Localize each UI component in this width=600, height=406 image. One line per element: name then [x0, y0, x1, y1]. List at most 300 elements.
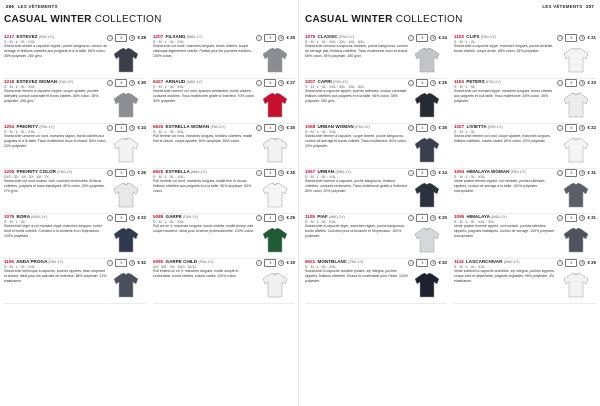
product-code: 6621	[305, 259, 316, 264]
garment-image	[260, 135, 290, 165]
product-description: Veste polaire femme zippée, col montant, poches latérales zippées, cordon de serrage à la taille. 100% polyester micropolaire.	[454, 179, 545, 193]
product-sku: (F60-1Y)	[38, 35, 54, 39]
product-title	[305, 124, 370, 129]
pack-icon: □	[258, 261, 261, 265]
euro-icon: €	[581, 216, 584, 220]
product-header	[4, 124, 146, 134]
garment-image	[412, 180, 442, 210]
product-body	[4, 134, 146, 165]
product-code: 1204	[4, 124, 15, 129]
pack-icon: □	[410, 216, 413, 220]
pack-quantity: 5	[416, 169, 428, 177]
right-column-2	[454, 34, 596, 304]
product-price: € 24	[137, 125, 146, 130]
product-entry	[454, 124, 596, 169]
product-name: ESTEVEZ WOMAN	[16, 79, 58, 84]
product-body	[153, 269, 295, 300]
sweatshirt-icon	[111, 225, 141, 255]
product-title	[153, 124, 226, 129]
product-body	[454, 44, 596, 75]
pack-icon: □	[410, 81, 413, 85]
product-description: Veste softshell à capuche amovible, zip intégral, poches zippées, coupe-vent et déperlante, poignets réglables. 96% polyester, 4% élasthanne.	[454, 269, 555, 283]
product-sizes: S · M · L · XL · XXL	[4, 129, 36, 134]
euro-icon: €	[432, 261, 435, 265]
product-sizes: S · M · L · XL · XXL · 3XL · 4XL · 5XL	[305, 39, 365, 44]
product-badges	[107, 124, 146, 132]
right-page-folio	[542, 4, 596, 9]
product-badges	[557, 79, 596, 87]
product-title	[4, 259, 63, 264]
product-price: € 27	[286, 80, 295, 85]
product-badges	[557, 34, 596, 42]
product-sku: (M60-1Y)	[491, 215, 507, 219]
product-price: € 26	[137, 170, 146, 175]
pack-quantity: 5	[565, 34, 577, 42]
euro-icon: €	[131, 171, 134, 175]
pack-icon: □	[258, 36, 261, 40]
product-title	[305, 79, 348, 84]
product-title	[454, 79, 501, 84]
euro-icon: €	[280, 261, 283, 265]
euro-icon: €	[432, 216, 435, 220]
product-name: GARPE	[165, 214, 182, 219]
product-name: PETERS	[466, 79, 485, 84]
product-title	[305, 259, 363, 264]
product-sku: (F60-1Y)	[48, 260, 64, 264]
product-price: € 25	[286, 35, 295, 40]
pack-quantity: 5	[565, 79, 577, 87]
product-price: € 28	[137, 35, 146, 40]
product-header	[305, 124, 447, 134]
product-name: PIAF	[317, 214, 328, 219]
left-column-2	[153, 34, 295, 304]
euro-icon: €	[581, 126, 584, 130]
product-code: 6625	[153, 169, 164, 174]
product-description: Sweat-shirt unisexe à capuche doublée, poche kangourou, cordon de serrage plat, finitions côtelées. Tissu molletonné doux et chaud. 65% coton, 35% polyester, 280 g/m².	[305, 44, 409, 58]
garment-image	[561, 45, 591, 75]
product-body	[454, 134, 596, 165]
product-header	[454, 34, 596, 44]
pack-quantity: 5	[416, 259, 428, 267]
product-code: 1104	[454, 79, 464, 84]
pack-quantity: 5	[115, 124, 127, 132]
product-price: € 25	[286, 170, 295, 175]
product-sku: (F60-1Y)	[348, 260, 364, 264]
product-sizes: 2XS · 3X · 4X · 5X · 6X · 7X	[4, 174, 49, 179]
product-badges	[256, 79, 295, 87]
product-sizes: S · M · L · XL · XXL	[305, 129, 337, 134]
product-sizes: S · M · L · XL · XXL	[153, 39, 185, 44]
product-sku: (M60-1Y)	[186, 35, 203, 39]
product-sizes: S · M · L · XL · XXL	[454, 264, 486, 269]
product-entry	[4, 124, 146, 169]
product-body	[4, 224, 146, 255]
pack-quantity: 5	[416, 124, 428, 132]
product-badges	[408, 259, 447, 267]
product-entry	[153, 259, 295, 304]
product-price: € 31	[587, 170, 596, 175]
product-description: Sweat-shirt enfant à capuche zippée, poche kangourou, cordon de serrage et finitions côtelées aux poignets et à la taille. 65% coton, 35% polyester, 280 g/m².	[4, 44, 108, 58]
product-code: 1095	[454, 214, 465, 219]
product-sizes: S · M · L · XL · XXL · 3XL	[454, 219, 495, 224]
product-header	[454, 259, 596, 269]
product-code: 1116	[454, 259, 464, 264]
product-sku: (F60-1Y)	[338, 35, 354, 39]
pack-quantity: 5	[264, 259, 276, 267]
sweatshirt-icon	[260, 135, 290, 165]
euro-icon: €	[581, 171, 584, 175]
sweatshirt-icon	[561, 45, 591, 75]
product-code: 1207	[153, 34, 164, 39]
product-header	[454, 214, 596, 224]
product-name: ESTRELLA	[165, 169, 190, 174]
product-badges	[107, 34, 146, 42]
product-body	[153, 224, 295, 255]
sweatshirt-icon	[561, 225, 591, 255]
product-entry	[454, 259, 596, 304]
product-body	[305, 44, 447, 75]
product-title	[153, 169, 207, 174]
product-sku: (F60-1Y)	[183, 215, 199, 219]
product-title	[4, 79, 73, 84]
product-sizes: S · M · L · XL · XXL	[153, 129, 185, 134]
product-entry	[4, 34, 146, 79]
right-section-title	[305, 14, 463, 25]
product-badges	[107, 214, 146, 222]
pack-icon: □	[258, 171, 261, 175]
product-body	[4, 269, 146, 300]
right-column-1	[305, 34, 447, 304]
product-header	[4, 79, 146, 89]
product-price: € 19	[286, 260, 295, 265]
product-sizes: S · M · L · XL · XXL	[305, 174, 337, 179]
product-code: 1068	[305, 124, 316, 129]
product-sizes: 3/4 · 5/6 · 7/8 · 9/10 · 11/12	[153, 264, 197, 269]
product-code: 1105	[305, 214, 315, 219]
product-sku: (M60-1Y)	[335, 170, 352, 174]
product-title	[153, 34, 203, 39]
product-sizes: S · M · L · XL	[454, 84, 476, 89]
product-title	[305, 169, 351, 174]
product-title	[153, 79, 202, 84]
right-section-title-thin: COLLECTION	[395, 14, 463, 25]
product-entry	[454, 79, 596, 124]
product-entry	[305, 124, 447, 169]
product-header	[305, 169, 447, 179]
garment-image	[111, 270, 141, 300]
product-price: € 25	[286, 125, 295, 130]
product-code: 1205	[4, 169, 15, 174]
product-badges	[557, 259, 596, 267]
product-sku: (F60-1Y)	[480, 35, 496, 39]
product-sizes: S · M · L · XL · XXL	[454, 174, 486, 179]
product-sku: (M60-1Y)	[190, 170, 207, 174]
product-body	[153, 89, 295, 120]
product-name: ANDA PROGA	[16, 259, 48, 264]
sweatshirt-icon	[412, 90, 442, 120]
product-price: € 22	[587, 125, 596, 130]
product-price: € 24	[438, 170, 447, 175]
product-badges	[256, 124, 295, 132]
garment-image	[260, 180, 290, 210]
sweatshirt-icon	[111, 90, 141, 120]
product-name: ARNAUD	[165, 79, 186, 84]
product-entry	[4, 169, 146, 214]
product-price: € 29	[587, 260, 596, 265]
product-sizes: S · M · L · XL · XXL · 3XL · 4XL · 5XL	[305, 84, 365, 89]
product-body	[4, 89, 146, 120]
product-sizes: S · M · L · XL · XXL	[4, 39, 36, 44]
product-badges	[408, 124, 447, 132]
product-code: 5090	[153, 259, 164, 264]
sweatshirt-icon	[412, 270, 442, 300]
product-header	[305, 259, 447, 269]
pack-icon: □	[410, 36, 413, 40]
garment-image	[260, 225, 290, 255]
euro-icon: €	[581, 261, 584, 265]
product-name: URBAN WOMAN	[317, 124, 354, 129]
pack-quantity: 5	[416, 79, 428, 87]
product-header	[153, 214, 295, 224]
garment-image	[412, 225, 442, 255]
page-gutter	[298, 0, 299, 406]
left-page-label: LES VÊTEMENTS	[17, 4, 58, 9]
product-entry	[4, 214, 146, 259]
product-entry	[153, 169, 295, 214]
euro-icon: €	[432, 126, 435, 130]
product-description: Pull col en V, manches longues, bords côtelés, maille jersey unie, coupe moderne. Idéal pour la tenue professionnelle. 100% coton.	[153, 224, 255, 233]
sweatshirt-icon	[111, 45, 141, 75]
product-description: Sweat-shirt à capuche doublée polaire, zip intégral, poches zippées, finitions côtelées. Chaud et confortable pour l'hiver. 100% polyester.	[305, 269, 409, 283]
product-description: Pull homme col rond, manches longues, maille fine et douce, finitions côtelées aux poignets et à la taille. 50% acrylique, 50% coton.	[153, 179, 252, 193]
pack-icon: □	[559, 81, 562, 85]
product-body	[454, 89, 596, 120]
product-title	[454, 34, 496, 39]
product-badges	[107, 79, 146, 87]
product-header	[305, 34, 447, 44]
product-entry	[305, 34, 447, 79]
garment-image	[561, 90, 591, 120]
product-price: € 32	[137, 260, 146, 265]
product-name: HIMALAYA WOMAN	[466, 169, 510, 174]
product-header	[4, 259, 146, 269]
product-title	[4, 169, 72, 174]
sweatshirt-icon	[561, 90, 591, 120]
euro-icon: €	[131, 81, 134, 85]
product-code: 6626	[153, 124, 164, 129]
product-name: PRIORITY	[16, 124, 39, 129]
product-badges	[408, 34, 447, 42]
product-description: Sweat-shirt léger à col montant zippé, manches longues, ourlet droit et bords côtelés. Convient à la broderie et à l'impression. 100% polyester.	[4, 224, 102, 238]
product-body	[454, 179, 596, 210]
garment-image	[111, 45, 141, 75]
product-header	[305, 214, 447, 224]
product-name: FILSAND	[165, 34, 186, 39]
product-name: BORA	[16, 214, 30, 219]
product-price: € 25	[438, 80, 447, 85]
product-sku: (M60-1Y)	[186, 80, 203, 84]
product-body	[305, 269, 447, 300]
pack-quantity: 5	[115, 214, 127, 222]
product-name: CAPRI	[317, 79, 332, 84]
product-price: € 21	[587, 35, 596, 40]
product-name: URBAN	[317, 169, 335, 174]
product-badges	[557, 169, 596, 177]
product-name: CLIFS	[466, 34, 480, 39]
sweatshirt-icon	[561, 180, 591, 210]
product-sku: (F60-1Y)	[487, 125, 503, 129]
product-sku: (M60-1Y)	[329, 215, 345, 219]
product-title	[153, 214, 198, 219]
sweatshirt-icon	[111, 180, 141, 210]
pack-quantity: 5	[416, 214, 428, 222]
product-code: 5089	[153, 214, 164, 219]
product-sku: (F60-1Y)	[210, 125, 226, 129]
product-price: € 33	[438, 260, 447, 265]
euro-icon: €	[131, 261, 134, 265]
product-sku: (M60-1Y)	[503, 260, 520, 264]
product-header	[4, 169, 146, 179]
pack-quantity: 5	[115, 34, 127, 42]
sweatshirt-icon	[111, 270, 141, 300]
product-description: Sweat-shirt à capuche léger, manches raglan, poche kangourou, bords côtelés. Convient pour la broderie et l'impression. 100% polyester.	[305, 224, 406, 238]
product-sizes: S · M · L · XL	[4, 219, 26, 224]
euro-icon: €	[280, 171, 283, 175]
product-code: 1106	[4, 259, 14, 264]
product-body	[305, 134, 447, 165]
left-section-title-thin: COLLECTION	[94, 14, 162, 25]
pack-icon: □	[258, 216, 261, 220]
euro-icon: €	[432, 81, 435, 85]
garment-image	[412, 270, 442, 300]
left-column-1	[4, 34, 146, 304]
euro-icon: €	[280, 81, 283, 85]
sweatshirt-icon	[412, 225, 442, 255]
product-body	[153, 44, 295, 75]
product-name: ESTRELLA WOMAN	[165, 124, 210, 129]
sweatshirt-icon	[260, 45, 290, 75]
product-badges	[256, 34, 295, 42]
product-badges	[256, 169, 295, 177]
garment-image	[561, 270, 591, 300]
pack-icon: □	[410, 171, 413, 175]
product-body	[454, 269, 596, 300]
sweatshirt-icon	[111, 135, 141, 165]
product-entry	[153, 124, 295, 169]
product-sizes: S · M · L · XL · XXL	[305, 264, 337, 269]
garment-image	[111, 135, 141, 165]
product-entry	[305, 259, 447, 304]
garment-image	[561, 180, 591, 210]
left-section-title-bold: CASUAL WINTER	[4, 14, 92, 25]
product-description: Veste polaire homme zippée, col montant, poches latérales zippées, poignets élastiques, cordon de serrage. 100% polyester micropolaire.	[454, 224, 555, 238]
product-description: Sweat-shirt col roulé, manches longues, bords côtelés, coupe classique légèrement cintrée. Parfait pour les journées fraîches. 100% coton.	[153, 44, 252, 58]
pack-icon: □	[109, 171, 112, 175]
product-body	[153, 179, 295, 210]
product-badges	[408, 79, 447, 87]
product-price: € 30	[137, 80, 146, 85]
sweatshirt-icon	[260, 270, 290, 300]
product-entry	[153, 214, 295, 259]
right-section-title-bold: CASUAL WINTER	[305, 14, 393, 25]
product-sku: (M60-1Y)	[31, 215, 47, 219]
product-sku: (F60-1Y)	[198, 260, 214, 264]
garment-image	[111, 225, 141, 255]
product-entry	[305, 214, 447, 259]
product-description: Sweat-shirt technique à capuche, poches zippées, tissu respirant et isolant, idéal pour les activités en extérieur. 88% polyester, 12% élasthanne.	[4, 269, 107, 283]
left-page-folio	[4, 4, 58, 9]
product-body	[454, 224, 596, 255]
product-entry	[305, 169, 447, 214]
sweatshirt-icon	[260, 180, 290, 210]
euro-icon: €	[131, 36, 134, 40]
product-badges	[557, 124, 596, 132]
product-description: Pull femme col rond, manches longues, finitions côtelées, maille fine et douce, coupe ajustée. 50% acrylique, 50% coton.	[153, 134, 253, 143]
sweatshirt-icon	[412, 135, 442, 165]
product-entry	[454, 169, 596, 214]
product-header	[153, 34, 295, 44]
pack-icon: □	[109, 216, 112, 220]
product-header	[454, 79, 596, 89]
product-badges	[107, 169, 146, 177]
euro-icon: €	[280, 216, 283, 220]
product-badges	[408, 169, 447, 177]
product-code: 1079	[305, 34, 316, 39]
product-price: € 25	[438, 125, 447, 130]
euro-icon: €	[280, 36, 283, 40]
product-title	[4, 124, 54, 129]
euro-icon: €	[581, 36, 584, 40]
pack-icon: □	[410, 126, 413, 130]
product-name: GARPE CHILD	[165, 259, 198, 264]
product-description: Sweat-shirt col montant zippé, manches longues, bords côtelés aux poignets et à la taille. Tissu molletonné. 65% coton, 35% polyester.	[454, 89, 553, 103]
product-sizes: S · M · L · XL · XXL	[4, 84, 36, 89]
garment-image	[561, 135, 591, 165]
pack-quantity: 5	[115, 79, 127, 87]
pack-quantity: 5	[565, 259, 577, 267]
product-name: CLASSIC	[317, 34, 338, 39]
pack-icon: □	[109, 81, 112, 85]
product-body	[4, 44, 146, 75]
pack-quantity: 5	[115, 259, 127, 267]
right-page-number: 207	[585, 4, 594, 9]
euro-icon: €	[432, 36, 435, 40]
product-header	[153, 259, 295, 269]
product-header	[153, 169, 295, 179]
product-name: LASCARCHIVAR	[466, 259, 503, 264]
product-badges	[256, 259, 295, 267]
product-header	[153, 124, 295, 134]
pack-icon: □	[559, 261, 562, 265]
product-sku: (F60-1Y)	[355, 125, 371, 129]
product-price: € 23	[587, 80, 596, 85]
sweatshirt-icon	[412, 180, 442, 210]
pack-quantity: 5	[264, 169, 276, 177]
pack-icon: □	[109, 36, 112, 40]
product-description: Sweat-shirt à capuche zippé, manches longues, poche ventrale, bords côtelés, coupe droite. 65% coton, 35% polyester.	[454, 44, 554, 53]
garment-image	[111, 90, 141, 120]
product-description: Sweat-shirt unisexe col rond, manches raglan, bords côtelés aux poignets et à la taille. Tissu molletonné doux et chaud. 80% coton, 20% polyester.	[4, 134, 107, 148]
product-price: € 31	[587, 215, 596, 220]
left-section-title	[4, 14, 162, 25]
product-price: € 22	[137, 215, 146, 220]
garment-image	[260, 90, 290, 120]
product-code: 1027	[454, 124, 465, 129]
product-name: ESTEVEZ	[16, 34, 38, 39]
product-body	[153, 134, 295, 165]
euro-icon: €	[280, 126, 283, 130]
product-title	[454, 124, 503, 129]
